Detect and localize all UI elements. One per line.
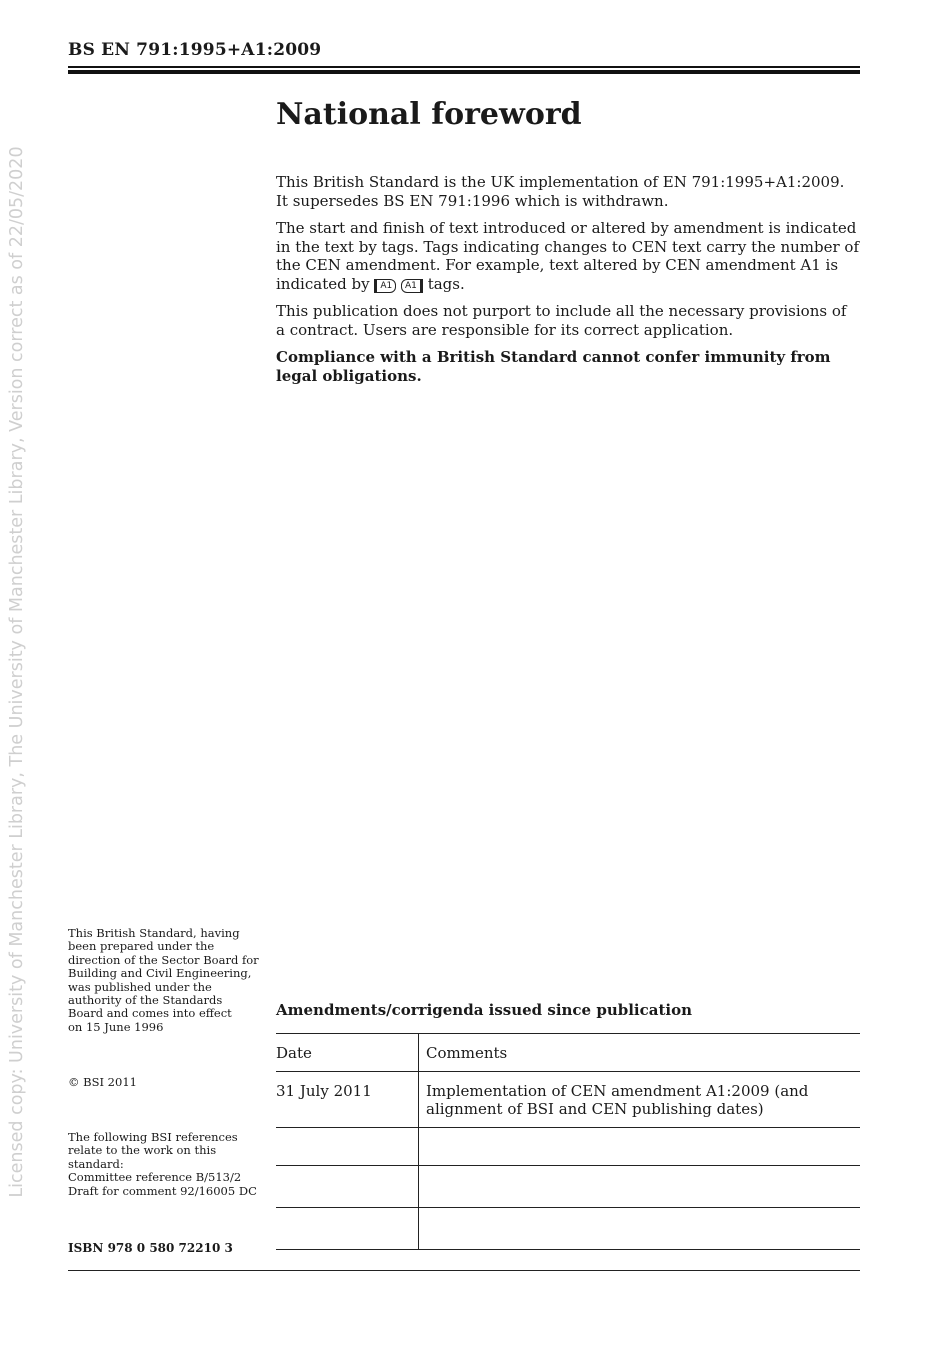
paragraph-implementation: This British Standard is the UK implementation of EN 791:1995+A1:2009. It supersedes BS EN 791:1996 which is withdrawn. (276, 173, 845, 210)
table-row-empty (276, 1165, 860, 1207)
table-header-row (276, 1034, 860, 1072)
license-watermark: Licensed copy: University of Manchester Library, The University of Manchester Library, Version correct as of 22/05/2020 (7, 146, 27, 1198)
prepared-line: been prepared under the (68, 939, 215, 954)
reference-line: Committee reference B/513/2 (68, 1170, 242, 1185)
amendment-tags-end: tags. (427, 274, 465, 293)
paragraph-compliance: Compliance with a British Standard cannot confer immunity from legal obligations. (276, 348, 831, 385)
amendment-tags-text: The start and finish of text introduced or altered by amendment is indicated in the text by tags. Tags indicating changes to CEN text carry the number of the CEN amendment. For example, text altered by CEN amendment A1 is indicated by (276, 219, 860, 293)
prepared-line: Board and comes into effect (68, 1006, 232, 1021)
prepared-line: authority of the Standards (68, 993, 223, 1008)
document-code: BS EN 791:1995+A1:2009 (68, 40, 322, 60)
prepared-line: direction of the Sector Board for (68, 952, 259, 967)
prepared-line: was published under the (68, 979, 212, 994)
prepared-line: Building and Civil Engineering, (68, 966, 252, 981)
reference-line: Draft for comment 92/16005 DC (68, 1183, 257, 1198)
table-row (276, 1071, 860, 1127)
foreword-body (276, 173, 860, 394)
sidebar-references (68, 1131, 266, 1198)
prepared-line: This British Standard, having (68, 926, 240, 940)
reference-line: relate to the work on this (68, 1143, 217, 1158)
header-rule-thin (68, 66, 860, 68)
reference-line: standard: (68, 1156, 124, 1171)
amendment-comment (419, 1071, 861, 1127)
amendment-date: 31 July 2011 (276, 1071, 419, 1127)
table-row-empty (276, 1127, 860, 1165)
sidebar-prepared-note (68, 927, 266, 1034)
amendments-heading: Amendments/corrigenda issued since publication (276, 1001, 692, 1019)
column-header-comments: Comments (419, 1034, 861, 1072)
footer-rule (68, 1270, 860, 1271)
comment-line: alignment of BSI and CEN publishing dates) (426, 1100, 764, 1118)
isbn: ISBN 978 0 580 72210 3 (68, 1241, 233, 1255)
table-row-empty (276, 1207, 860, 1249)
copyright-notice: © BSI 2011 (68, 1075, 137, 1089)
paragraph-contract: This publication does not purport to include all the necessary provisions of a contract. Users are responsible for its correct application. (276, 302, 847, 339)
comment-line: Implementation of CEN amendment A1:2009 (and (426, 1081, 809, 1100)
amendments-table (276, 1033, 860, 1250)
reference-line: The following BSI references (68, 1130, 238, 1144)
header-rule-thick (68, 70, 860, 74)
page-title: National foreword (276, 97, 582, 132)
column-header-date: Date (276, 1034, 419, 1072)
paragraph-amendment-tags (276, 219, 860, 293)
amendment-end-tag-icon: A1 (401, 279, 423, 293)
prepared-line: on 15 June 1996 (68, 1019, 164, 1034)
amendment-start-tag-icon: A1 (374, 279, 396, 293)
